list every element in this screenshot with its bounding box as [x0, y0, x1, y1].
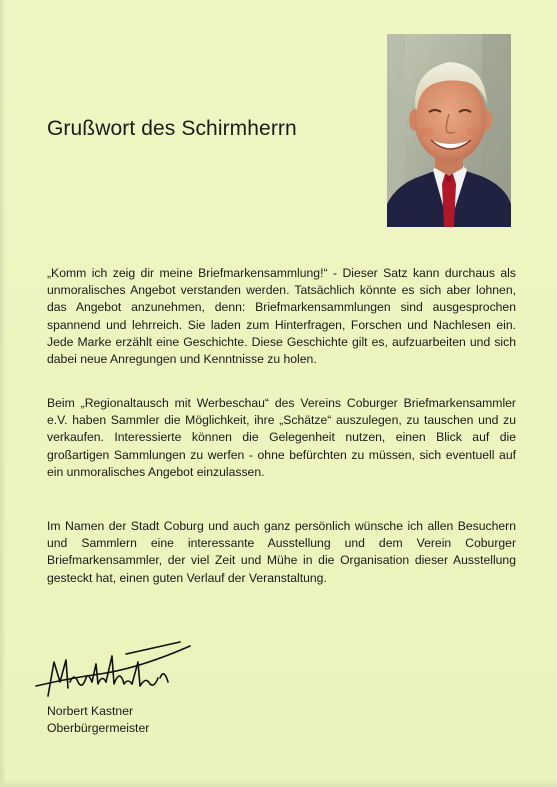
paper-edge-bottom: [0, 779, 557, 787]
paragraph-wishes: Im Namen der Stadt Coburg und auch ganz persönlich wünsche ich allen Besuchern und Sammlern eine interessante Ausstellung und dem Verein Coburger Briefmarkensammler, der viel Zeit und Mühe in die Organisation dieser Ausstellung gesteckt hat, einen guten Verlauf der Veranstaltung.: [47, 519, 516, 585]
page-title: Grußwort des Schirmherrn: [47, 117, 297, 140]
signatory-title: Oberbürgermeister: [47, 721, 150, 735]
signatory-name: Norbert Kastner: [47, 704, 134, 718]
paper-edge-left: [0, 0, 6, 787]
paragraph-event: Beim „Regionaltausch mit Werbeschau“ des Vereins Coburger Briefmarkensammler e.V. haben Sammler die Möglichkeit, ihre „Schätze“ auszulegen, zu tauschen und zu verkaufen. Interessierte können die Gelegenheit nutzen, einen Blick auf die großartigen Sammlungen zu werfen - ohne befürchten zu müssen, sich eventuell auf ein unmoralisches Angebot einzulassen.: [47, 396, 516, 479]
signature-image: [30, 638, 200, 708]
portrait-photo: [387, 34, 511, 227]
paragraph-intro: „Komm ich zeig dir meine Briefmarkensammlung!“ - Dieser Satz kann durchaus als unmoralisches Angebot verstanden werden. Tatsächlich könnte es sich aber lohnen, das Angebot anzunehmen, denn: Briefmarkensammlungen sind ausgesprochen spannend und lehrreich. Sie laden zum Hinterfragen, Forschen und Nachlesen ein. Jede Marke erzählt eine Geschichte. Diese Geschichte gilt es, aufzuarbeiten und sich dabei neue Anregungen und Kenntnisse zu holen.: [47, 266, 516, 367]
